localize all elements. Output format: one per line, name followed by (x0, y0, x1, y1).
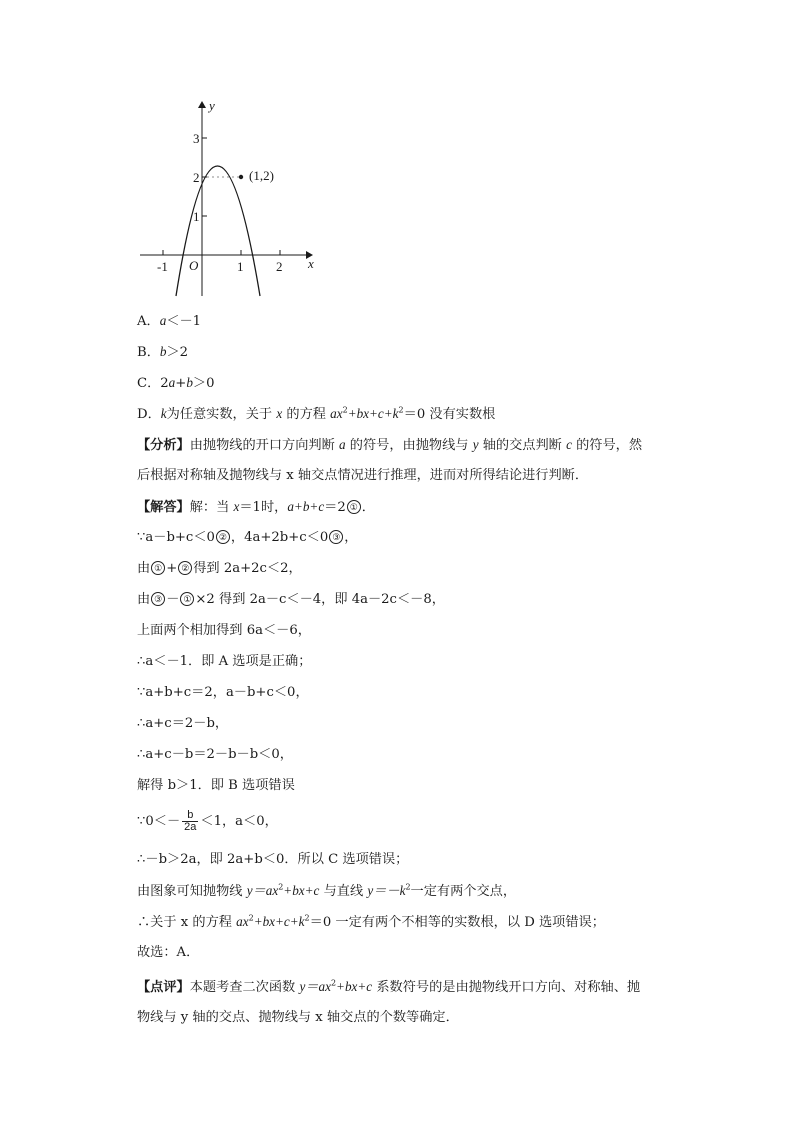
y-axis-label: y (209, 98, 215, 113)
comment-tag: 【点评】 (137, 980, 190, 995)
solution-line-5: 上面两个相加得到 6a＜－6， (137, 623, 311, 638)
parabola-curve (176, 166, 260, 296)
solution-line-14: ∴关于 x 的方程 $ax^2+bx+c+k^2=0$ 一定有两个不相等的实数根，以 D 选项错误； (137, 913, 605, 930)
option-a: A．a＜－1 (137, 313, 202, 329)
option-d: D．k为任意实数，关于 x 的方程 $ax^2+bx+c+k^2=0$ 没有实数根 (137, 405, 496, 422)
comment-line-1: 【点评】本题考查二次函数 $y=ax^2+bx+c$ 系数符号的是由抛物线开口方向、对称轴、抛 (137, 978, 641, 995)
solution-line-6: ∴a＜－1．即 A 选项是正确； (137, 654, 312, 669)
solution-tag: 【解答】 (137, 500, 190, 515)
solution-line-4: 由 ③ － ① ×2 得到 2a－c＜－4，即 4a－2c＜－8， (137, 592, 445, 607)
parabola-graph (130, 96, 330, 306)
comment-line-2: 物线与 y 轴的交点、抛物线与 x 轴交点的个数等确定． (137, 1010, 459, 1025)
point-1-2 (239, 175, 243, 179)
x-axis-label: x (308, 256, 314, 271)
solution-line-3: 由 ① + ② 得到 2a+2c＜2， (137, 561, 302, 576)
solution-line-10: 解得 b＞1．即 B 选项错误 (137, 778, 295, 793)
option-b: B．b＞2 (137, 344, 189, 360)
analysis-tag: 【分析】 (137, 438, 190, 453)
solution-line-9: ∴a+c－b＝2－b－b＜0， (137, 747, 293, 762)
point-label: (1,2) (249, 168, 274, 183)
y-tick-label-2: 2 (193, 170, 200, 185)
solution-line-13: 由图象可知抛物线 $y=ax^2+bx+c$ 与直线 $y=-k^2$一定有两个交点， (137, 882, 517, 899)
y-tick-label-1: 1 (193, 209, 200, 224)
solution-line-2: ∵a－b+c＜0 ② ，4a+2b+c＜0 ③ ， (137, 530, 358, 545)
circled-3: ③ (329, 530, 343, 544)
analysis-line-2: 后根据对称轴及抛物线与 x 轴交点情况进行推理，进而对所得结论进行判断． (137, 468, 589, 483)
solution-line-15: 故选：A． (137, 945, 200, 960)
solution-line-8: ∴a+c＝2－b， (137, 716, 229, 731)
analysis-line-1: 【分析】由抛物线的开口方向判断 a 的符号，由抛物线与 y 轴的交点判断 c 的符号，然 (137, 437, 643, 453)
circled-1: ① (347, 500, 361, 514)
solution-line-12: ∴－b＞2a，即 2a+b＜0．所以 C 选项错误； (137, 852, 409, 867)
y-tick-label-3: 3 (193, 131, 200, 146)
x-tick-label-neg1: -1 (157, 259, 168, 274)
solution-line-1: 【解答】解：当 x＝1时，a+b+c＝2 ① ． (137, 499, 375, 515)
x-tick-label-1: 1 (237, 259, 244, 274)
solution-line-11: ∵0＜－ $\frac{b}{2a}$ ＜1，a＜0， (137, 809, 278, 833)
circled-2: ② (216, 530, 230, 544)
x-tick-label-2: 2 (276, 259, 283, 274)
solution-line-7: ∵a+b+c＝2，a－b+c＜0， (137, 685, 309, 700)
option-c: C．2a+b＞0 (137, 375, 215, 391)
origin-label: O (189, 258, 199, 273)
fraction-b-over-2a: $\frac{b}{2a}$ (184, 809, 197, 833)
